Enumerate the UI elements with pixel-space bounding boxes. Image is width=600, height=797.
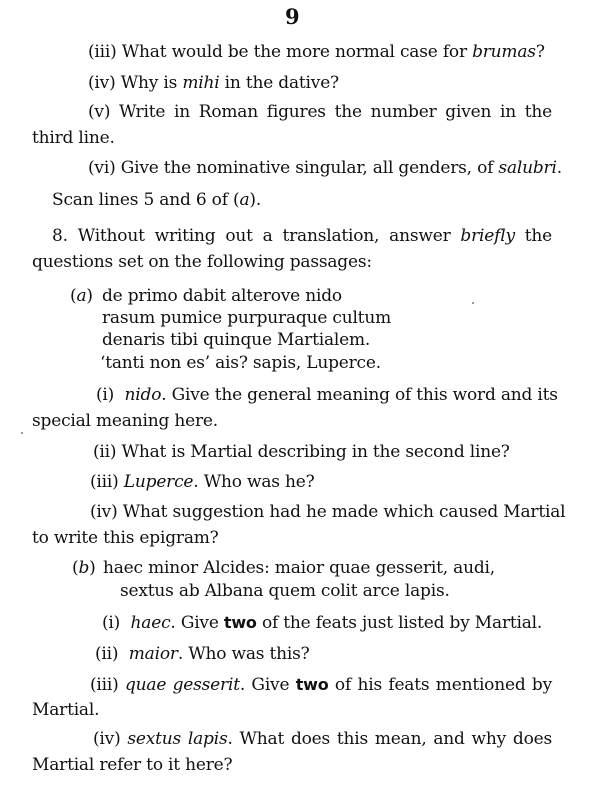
scan-speck <box>472 302 474 304</box>
passage-a-question-iv-line2: to write this epigram? <box>32 528 219 548</box>
question-7-vi: (vi) Give the nominative singular, all genders, of salubri. <box>88 158 562 178</box>
passage-a-line: rasum pumice purpuraque cultum <box>102 308 391 328</box>
passage-a-question-i-line2: special meaning here. <box>32 411 218 431</box>
passage-a-line: denaris tibi quinque Martialem. <box>102 330 371 350</box>
passage-b-question-ii: (ii) maior. Who was this? <box>95 644 310 664</box>
question-7-iii: (iii) What would be the more normal case for brumas? <box>88 42 545 62</box>
passage-b-line: sextus ab Albana quem colit arce lapis. <box>120 581 450 601</box>
passage-b-question-i: (i) haec. Give two of the feats just listed by Martial. <box>102 613 543 633</box>
passage-b-question-iv-line1: (iv) sextus lapis. What does this mean, and why does <box>93 729 552 749</box>
passage-a-line: de primo dabit alterove nido <box>102 286 342 306</box>
passage-a-label: (a) <box>70 286 93 306</box>
passage-a-line: ‘tanti non es’ ais? sapis, Luperce. <box>100 353 381 373</box>
passage-a-question-iv-line1: (iv) What suggestion had he made which caused Martial <box>90 502 566 522</box>
question-7-v-line2: third line. <box>32 128 115 148</box>
passage-a-question-ii: (ii) What is Martial describing in the second line? <box>93 442 510 462</box>
question-8-line2: questions set on the following passages: <box>32 252 372 272</box>
passage-b-question-iv-line2: Martial refer to it here? <box>32 755 233 775</box>
passage-b-line: haec minor Alcides: maior quae gesserit, audi, <box>103 558 495 578</box>
passage-b-question-iii-line2: Martial. <box>32 700 100 720</box>
scan-speck <box>21 432 23 434</box>
passage-a-question-i-line1: (i) nido. Give the general meaning of this word and its <box>96 385 558 405</box>
page-number: 9 <box>285 4 300 29</box>
passage-a-question-iii: (iii) Luperce. Who was he? <box>90 472 315 492</box>
passage-b-question-iii-line1: (iii) quae gesserit. Give two of his feats mentioned by <box>90 675 552 695</box>
question-7-iv: (iv) Why is mihi in the dative? <box>88 73 339 93</box>
scan-instruction: Scan lines 5 and 6 of (a). <box>52 190 262 210</box>
question-7-v-line1: (v) Write in Roman figures the number given in the <box>88 102 552 122</box>
passage-b-label: (b) <box>72 558 96 578</box>
question-8-line1: 8. Without writing out a translation, answer briefly the <box>52 226 552 246</box>
